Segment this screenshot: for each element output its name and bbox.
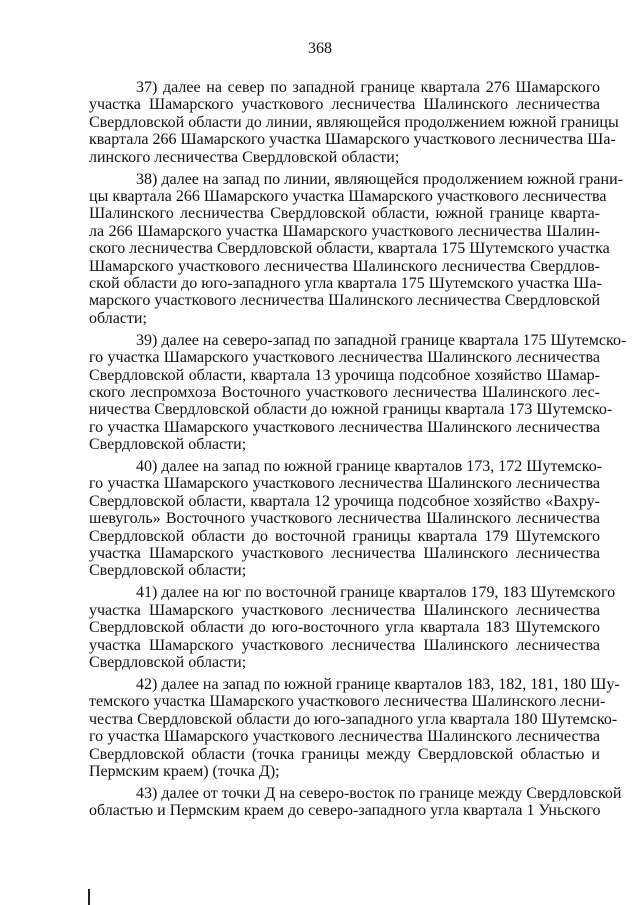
text-line: областью и Пермским краем до северо-западного угла квартала 1 Уньского	[89, 802, 601, 820]
text-line: Шамарского участкового лесничества Шалинского лесничества Свердлов-	[89, 257, 600, 275]
text-line: ского лесничества Свердловской области, квартала 175 Шутемского участка	[89, 240, 610, 258]
page-number: 368	[308, 40, 332, 57]
text-line: Свердловской области до юго-восточного угла квартала 183 Шутемского	[89, 619, 600, 637]
text-line: го участка Шамарского участкового лесничества Шалинского лесничества	[89, 475, 600, 493]
paragraph	[89, 79, 619, 166]
text-line: 38) далее на запад по линии, являющейся продолжением южной грани-	[136, 170, 623, 188]
text-line: го участка Шамарского участкового лесничества Шалинского лесничества	[89, 349, 600, 367]
paragraph	[89, 170, 623, 328]
text-line: ской области до юго-западного угла квартала 175 Шутемского участка Ша-	[89, 274, 602, 292]
text-line: 37) далее на север по западной границе квартала 276 Шамарского	[136, 79, 600, 96]
paragraph	[89, 584, 616, 671]
document-body	[89, 79, 627, 824]
text-line: участка Шамарского участкового лесничества Шалинского лесничества	[89, 96, 600, 114]
scan-edge-mark	[88, 889, 90, 905]
text-line: участка Шамарского участкового лесничества Шалинского лесничества	[89, 636, 600, 654]
text-line: 41) далее на юг по восточной границе кварталов 179, 183 Шутемского	[136, 584, 616, 602]
text-line: Свердловской области (точка границы между Свердловской областью и	[89, 745, 600, 763]
text-line: шевуголь» Восточного участкового лесничества Шалинского лесничества	[89, 510, 600, 528]
text-line: Свердловской области;	[89, 562, 247, 580]
text-line: участка Шамарского участкового лесничества Шалинского лесничества	[89, 545, 600, 563]
text-line: Свердловской области до восточной границы квартала 179 Шутемского	[89, 527, 600, 545]
text-line: 39) далее на северо-запад по западной границе квартала 175 Шутемско-	[136, 331, 627, 349]
text-line: го участка Шамарского участкового лесничества Шалинского лесничества	[89, 728, 600, 746]
text-line: ла 266 Шамарского участка Шамарского участкового лесничества Шалин-	[89, 222, 600, 240]
text-line: Свердловской области до линии, являющейся продолжением южной границы	[89, 113, 619, 131]
text-line: Свердловской области, квартала 13 урочища подсобное хозяйство Шамар-	[89, 366, 600, 384]
text-line: области;	[89, 309, 147, 327]
text-line: цы квартала 266 Шамарского участка Шамарского участкового лесничества	[89, 187, 607, 205]
text-line: го участка Шамарского участкового лесничества Шалинского лесничества	[89, 418, 600, 436]
paragraph	[89, 675, 620, 780]
text-line: чества Свердловской области до юго-западного угла квартала 180 Шутемско-	[89, 710, 618, 728]
paragraph	[89, 331, 627, 454]
text-line: марского участкового лесничества Шалинского лесничества Свердловской	[89, 292, 600, 310]
text-line: темского участка Шамарского участкового лесничества Шалинского лесни-	[89, 693, 606, 711]
text-line: участка Шамарского участкового лесничества Шалинского лесничества	[89, 601, 600, 619]
text-line: ского леспромхоза Восточного участкового лесничества Шалинского лес-	[89, 383, 600, 401]
text-line: 43) далее от точки Д на северо-восток по границе между Свердловской	[136, 784, 622, 802]
text-line: 42) далее на запад по южной границе кварталов 183, 182, 181, 180 Шу-	[136, 675, 620, 693]
paragraph	[89, 784, 622, 820]
text-line: ничества Свердловской области до южной границы квартала 173 Шутемско-	[89, 401, 613, 419]
text-line: Пермским краем) (точка Д);	[89, 762, 280, 780]
text-line: Свердловской области;	[89, 654, 247, 671]
text-line: квартала 266 Шамарского участка Шамарского участкового лесничества Ша-	[89, 131, 616, 149]
text-line: Шалинского лесничества Свердловской области, южной границе кварта-	[89, 205, 600, 223]
text-line: Свердловской области;	[89, 436, 247, 454]
text-line: линского лесничества Свердловской области;	[89, 148, 400, 166]
text-line: Свердловской области, квартала 12 урочища подсобное хозяйство «Вахру-	[89, 492, 600, 510]
text-line: 40) далее на запад по южной границе кварталов 173, 172 Шутемско-	[136, 458, 603, 476]
paragraph	[89, 458, 603, 580]
